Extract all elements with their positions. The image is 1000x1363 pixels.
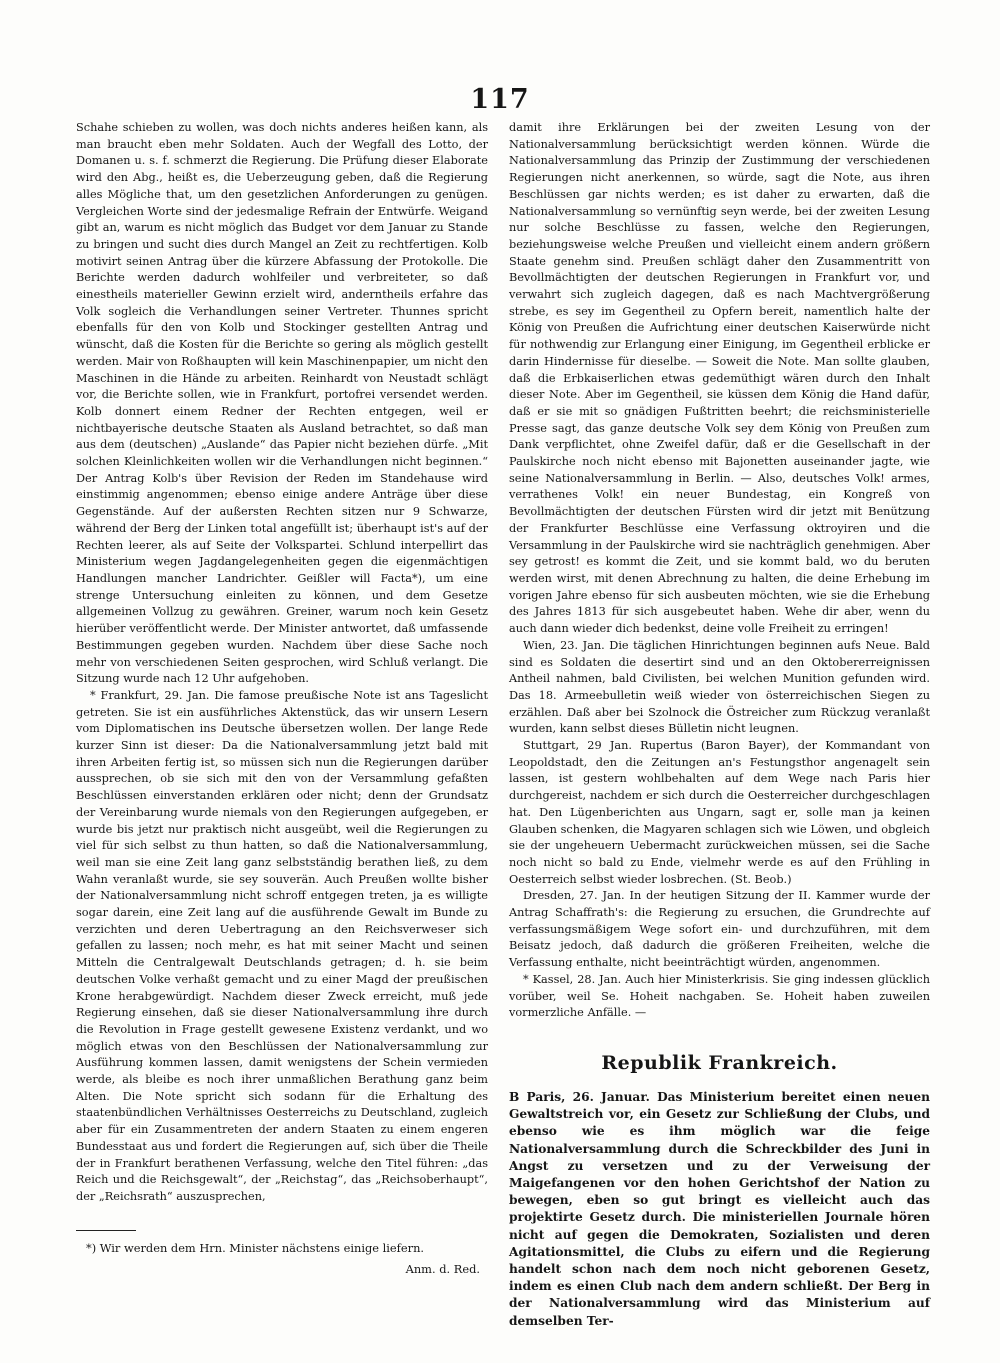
right-paragraph-dresden: Dresden, 27. Jan. In der heutigen Sitzung der II. Kammer wurde der Antrag Schaffrath's: die Regierung zu ersuchen, die Grundrechte auf verfassungsmäßigem Wege sofort ein- und durchzuführen, mit dem Beisatz jedoch, daß dadurch die größeren Freiheiten, welche die Verfassung enthalte, nicht beeinträchtigt würden, angenommen. [509, 889, 930, 970]
page-number: 117 [470, 84, 530, 115]
right-paragraph-kassel: * Kassel, 28. Jan. Auch hier Ministerkrisis. Sie ging indessen glücklich vorüber, weil Se. Hoheit nachgaben. Se. Hoheit haben zuweilen vormerzliche Anfälle. — [509, 972, 930, 1020]
footnote-signature: Anm. d. Red. [405, 1262, 480, 1276]
footnote: *) Wir werden dem Hrn. Minister nächstens einige liefern. [86, 1241, 425, 1255]
footnote-rule [76, 1230, 136, 1231]
left-paragraph-munich-session: Schahe schieben zu wollen, was doch nichts anderes heißen kann, als man braucht eben mehr Soldaten. Auch der Wegfall des Lotto, der Domanen u. s. f. schmerzt die Regierung. Die Prüfung dieser Elaborate wird den Abg., heißt es, die Ueberzeugung geben, daß die Regierung alles Mögliche that, um den gesetzlichen Anforderungen zu genügen. Vergleichen Worte sind der jedesmalige Refrain der Entwürfe. Weigand gibt an, warum es nicht möglich das Budget vor dem Januar zu Stande zu bringen und sucht dies durch Mangel an Zeit zu rechtfertigen. Kolb motivirt seinen Antrag über die kürzere Abfassung der Protokolle. Die Berichte werden dadurch wohlfeiler und verbreiteter, so daß einestheils materieller Gewinn erzielt wird, anderntheils erfahre das Volk sogleich die Verhandlungen seiner Vertreter. Thunnes spricht ebenfalls für den von Kolb und Stockinger gestellten Antrag und wünscht, daß die Kosten für die Berichte so gering als möglich gestellt werden. Mair von Roßhaupten will kein Maschinenpapier, um nicht den Maschinen in die Hände zu arbeiten. Reinhardt von Neustadt schlägt vor, die Berichte sollen, wie in Frankfurt, portofrei versendet werden. Kolb donnert einem Redner der Rechten entgegen, weil er nichtbayerische deutsche Staaten als Ausland betrachtet, so daß man aus dem (deutschen) „Auslande“ das Papier nicht beziehen dürfe. „Mit solchen Kleinlichkeiten wollen wir die Verhandlungen nicht beginnen.“ Der Antrag Kolb's über Revision der Reden im Standehause wird einstimmig angenommen; ebenso einige andere Anträge über diese Gegenstände. Auf der außersten Rechten sitzen nur 9 Schwarze, während der Berg der Linken total angefüllt ist; überhaupt ist's auf der Rechten leerer, als auf Seite der Volkspartei. Schlund interpellirt das Ministerium wegen Jagdangelegenheiten gegen die eigenmächtigen Handlungen mancher Landrichter. Geißler will Facta*), um eine strenge Untersuchung einleiten zu können, und dem Gesetze allgemeinen Vollzug zu gewähren. Greiner, warum noch kein Gesetz hierüber veröffentlicht werde. Der Minister antwortet, daß umfassende Bestimmungen gegeben wurden. Nachdem über diese Sache noch mehr von verschiedenen Seiten gesprochen, wird Schluß verlangt. Die Sitzung wurde nach 12 Uhr aufgehoben. [76, 121, 488, 686]
right-paragraph-note-continued: damit ihre Erklärungen bei der zweiten Lesung von der Nationalversammlung berücksichtigt werden können. Würde die Nationalversammlung das Prinzip der Zustimmung der verschiedenen Regierungen nicht anerkennen, so würde, sagt die Note, aus ihren Beschlüssen gar nichts werden; es ist daher zu erwarten, daß die Nationalversammlung so vernünftig seyn werde, bei der zweiten Lesung nur solche Beschlüsse zu fassen, welche den Regierungen, beziehungsweise welche Preußen und vielleicht einem andern größern Staate genehm sind. Preußen schlägt daher den Zusammentritt von Bevollmächtigten der deutschen Regierungen in Frankfurt vor, und verwahrt sich zugleich dagegen, daß es nach Machtvergrößerung strebe, es sey im Gegentheil zu Opfern bereit, namentlich halte der König von Preußen die Aufrichtung einer deutschen Kaiserwürde nicht für nothwendig zur Erlangung einer Einigung, im Gegentheil erblicke er darin Hindernisse für dieselbe. — Soweit die Note. Man sollte glauben, daß die Erbkaiserlichen etwas gedemüthigt wären durch den Inhalt dieser Note. Aber im Gegentheil, sie küssen dem König die Hand dafür, daß er sie mit so gnädigen Fußtritten beehrt; die reichsministerielle Presse sagt, das ganze deutsche Volk sey dem König von Preußen zum Dank verpflichtet, ohne Zweifel dafür, daß er die Gesellschaft in der Paulskirche noch nicht ebenso mit Bajonetten auseinander jagte, wie seine Nationalversammlung in Berlin. — Also, deutsches Volk! armes, verrathenes Volk! ein neuer Bundestag, ein Kongreß von Bevollmächtigten der deutschen Fürsten wird dir jetzt mit Benützung der Frankfurter Beschlüsse eine Verfassung oktroyiren und die Versammlung in der Paulskirche wird sie nachträglich genehmigen. Aber sey getrost! es kommt die Zeit, und sie kommt bald, wo du beruten werden wirst, mit denen Abrechnung zu halten, die deine Erhebung im vorigen Jahre ebenso für sich ausbeuten möchten, wie sie die Erhebung des Jahres 1813 für sich ausgebeutet haben. Wehe dir aber, wenn du auch dann wieder dich bedenkst, deine volle Freiheit zu erringen! [509, 121, 930, 636]
right-column [509, 120, 930, 1022]
right-paragraph-wien: Wien, 23. Jan. Die täglichen Hinrichtungen beginnen aufs Neue. Bald sind es Soldaten die desertirt sind und an den Oktobererreignissen Antheil nahmen, bald Civilisten, bei welchen Munition gefunden wird. Das 18. Armeebulletin weiß wieder von österreichischen Siegen zu erzählen. Daß aber bei Szolnock die Östreicher zum Rückzug veranlaßt wurden, kann selbst dieses Bülletin nicht leugnen. [509, 638, 930, 736]
right-paragraph-paris: B Paris, 26. Januar. Das Ministerium bereitet einen neuen Gewaltstreich vor, ein Gesetz zur Schließung der Clubs, und ebenso wie es ihm möglich war die feige Nationalversammlung durch die Schreckbilder des Juni in Angst zu versetzen und zu der Verweisung der Maigefangenen vor den hohen Gerichtshof der Nation zu bewegen, eben so gut bringt es vielleicht auch das projektirte Gesetz durch. Die ministeriellen Journale hören nicht auf gegen die Demokraten, Sozialisten und deren Agitationsmittel, die Clubs zu eifern und die Regierung handelt schon nach dem noch nicht geborenen Gesetz, indem es einen Club nach dem andern schließt. Der Berg in der Nationalversammlung wird das Ministerium auf demselben Ter- [509, 1090, 930, 1328]
lower-right-column [509, 1089, 930, 1330]
right-paragraph-stuttgart: Stuttgart, 29 Jan. Rupertus (Baron Bayer), der Kommandant von Leopoldstadt, den die Zeitungen an's Festungsthor angenagelt sein lassen, ist gestern wohlbehalten auf dem Wege nach Paris hier durchgereist, nachdem er sich durch die Oesterreicher durchgeschlagen hat. Den Lügenberichten aus Ungarn, sagt er, solle man ja keinen Glauben schenken, die Magyaren schlagen sich wie Löwen, und obgleich sie der ungeheuern Uebermacht zurückweichen müssen, sei die Sache noch nicht so bald zu Ende, vielmehr werde es auf den Frühling in Oesterreich selbst wieder losbrechen. (St. Beob.) [509, 739, 930, 886]
left-column [76, 120, 488, 1206]
left-paragraph-frankfurt: * Frankfurt, 29. Jan. Die famose preußische Note ist ans Tageslicht getreten. Sie ist ein ausführliches Aktenstück, das wir unsern Lesern vom Diplomatischen ins Deutsche übersetzen wollen. Der lange Rede kurzer Sinn ist dieser: Da die Nationalversammlung jetzt bald mit ihren Arbeiten fertig ist, so müssen sich nun die Regierungen darüber aussprechen, ob sie sich mit den von der Versammlung gefaßten Beschlüssen einverstanden erklären oder nicht; denn der Grundsatz der Vereinbarung wurde niemals von den Regierungen aufgegeben, er wurde bis jetzt nur praktisch nicht ausgeübt, weil die Regierungen zu viel für sich selbst zu thun hatten, so daß die Nationalversammlung, weil man sie eine Zeit lang ganz selbstständig berathen ließ, zu dem Wahn veranlaßt wurde, sie sey souverän. Auch Preußen wollte bisher der Nationalversammlung nicht schroff entgegen treten, ja es willigte sogar darein, eine Zeit lang auf die ausführende Gewalt im Bunde zu verzichten und deren Uebertragung an den Reichsverweser sich gefallen zu lassen; noch mehr, es hat mit seiner Macht und seinen Mitteln die Centralgewalt Deutschlands getragen; d. h. sie beim deutschen Volke verhaßt gemacht und zu einer Magd der preußischen Krone herabgewürdigt. Nachdem dieser Zweck erreicht, muß jede Regierung einsehen, daß sie dieser Nationalversammlung ihre durch die Revolution in Frage gestellt gewesene Existenz verdankt, und wo möglich etwas von den Beschlüssen der Nationalversammlung zur Ausführung kommen lassen, damit wenigstens der Schein vermieden werde, als bleibe es noch ihrer unmaßlichen Berathung ganz beim Alten. Die Note spricht sich sodann für die Erhaltung des staatenbündlichen Verhältnisses Oesterreichs zu Deutschland, zugleich aber für ein Zusammentreten der andern Staaten zu einem engeren Bundesstaat aus und fordert die Regierungen auf, sich über die Theile der in Frankfurt berathenen Verfassung, welche den Titel führen: „das Reich und die Reichsgewalt“, der „Reichstag“, das „Reichsoberhaupt“, der „Reichsrath“ auszusprechen, [76, 688, 488, 1203]
section-heading: Republik Frankreich. [601, 1052, 838, 1074]
